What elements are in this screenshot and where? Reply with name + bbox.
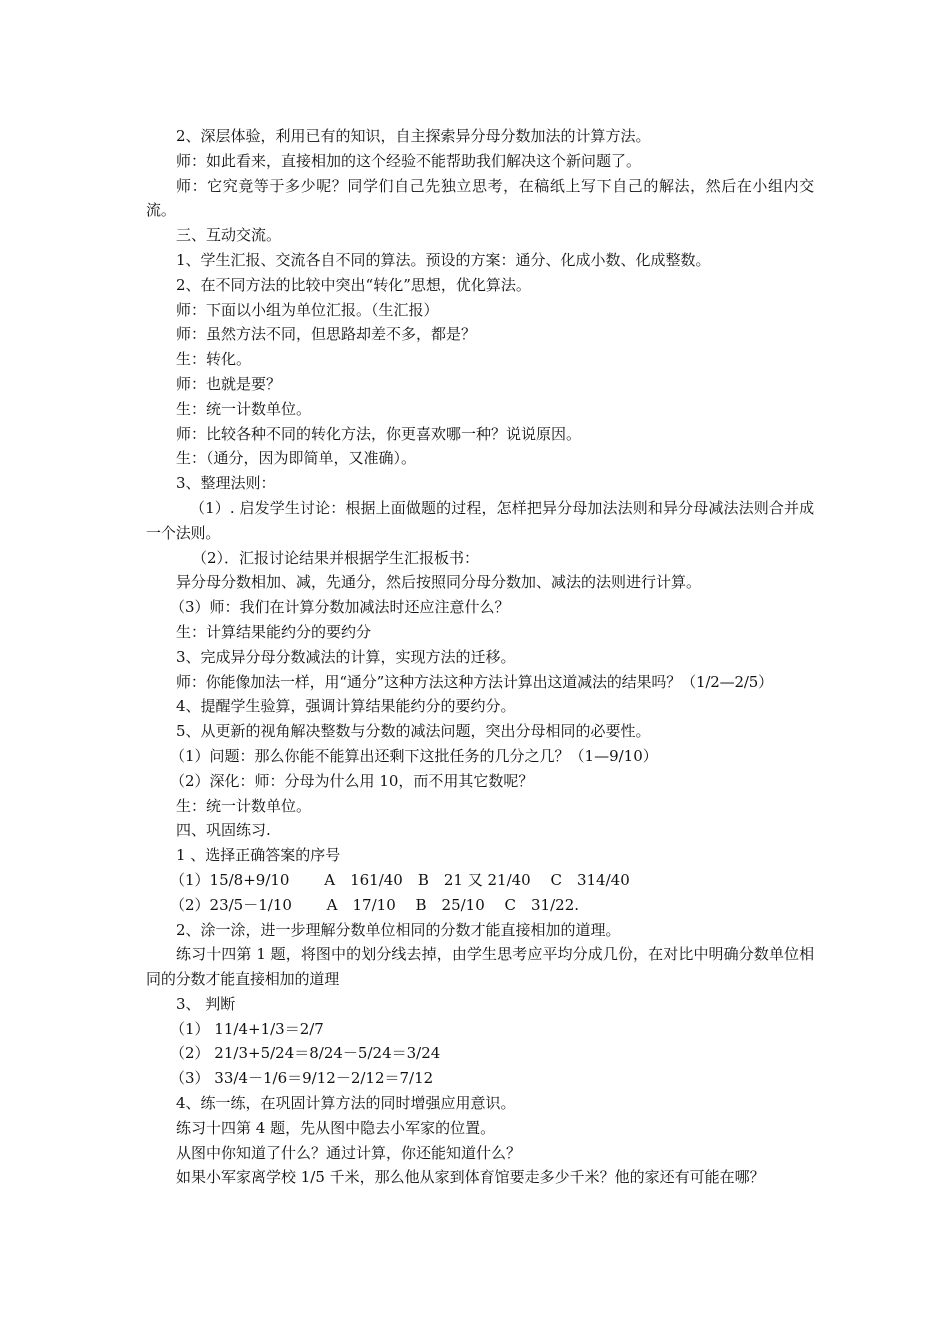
text-line: 师：下面以小组为单位汇报。（生汇报） xyxy=(176,300,439,319)
text-line: 异分母分数相加、减，先通分，然后按照同分母分数加、减法的法则进行计算。 xyxy=(176,573,702,592)
text-line: （2）23/5－1/10 A 17/10 B 25/10 C 31/22. xyxy=(170,895,580,914)
section-heading: 四、巩固练习. xyxy=(176,821,271,840)
text-line: 4、练一练，在巩固计算方法的同时增强应用意识。 xyxy=(176,1094,516,1113)
text-line: 1 、选择正确答案的序号 xyxy=(176,846,341,865)
text-line: （3）师：我们在计算分数加减法时还应注意什么？ xyxy=(170,598,510,617)
text-line: 练习十四第 4 题，先从图中隐去小军家的位置。 xyxy=(176,1118,496,1137)
text-line: 3、完成异分母分数减法的计算，实现方法的迁移。 xyxy=(176,647,516,666)
text-paragraph: 师：你能像加法一样，用“通分”这种方法这种方法计算出这道减法的结果吗？（1/2—2/5） xyxy=(176,672,774,691)
text-line: （2） 21/3+5/24＝8/24－5/24＝3/24 xyxy=(170,1044,441,1063)
text-line: （3） 33/4－1/6＝9/12－2/12＝7/12 xyxy=(170,1069,434,1088)
text-line: 2、涂一涂，进一步理解分数单位相同的分数才能直接相加的道理。 xyxy=(176,920,621,939)
text-line: 生：统一计数单位。 xyxy=(176,796,312,815)
text-line: 2、深层体验，利用已有的知识，自主探索异分母分数加法的计算方法。 xyxy=(176,127,651,145)
text-line: 4、提醒学生验算，强调计算结果能约分的要约分。 xyxy=(176,697,516,716)
section-heading: 三、互动交流。 xyxy=(176,226,282,245)
text-paragraph: （1）. 启发学生讨论：根据上面做题的过程，怎样把异分母加法法则和异分母减法法则合并成一个法则。 xyxy=(146,498,814,542)
text-line: 3、整理法则： xyxy=(176,474,276,493)
text-line: 生：计算结果能约分的要约分 xyxy=(176,622,372,641)
text-line: 生：统一计数单位。 xyxy=(176,399,312,418)
text-line: （1）15/8+9/10 A 161/40 B 21 又 21/40 C 314/40 xyxy=(170,870,630,889)
text-line: 如果小军家离学校 1/5 千米，那么他从家到体育馆要走多少千米？他的家还有可能在哪？ xyxy=(176,1168,765,1187)
text-paragraph: 师：它究竟等于多少呢？同学们自己先独立思考，在稿纸上写下自己的解法，然后在小组内交流。 xyxy=(146,176,814,220)
text-line: 师：虽然方法不同，但思路却差不多，都是？ xyxy=(176,325,477,344)
text-line: 从图中你知道了什么？通过计算，你还能知道什么？ xyxy=(176,1143,522,1162)
document-body xyxy=(146,124,814,1190)
text-line: 1、学生汇报、交流各自不同的算法。预设的方案：通分、化成小数、化成整数。 xyxy=(176,250,711,269)
text-line: 师：也就是要？ xyxy=(176,374,282,393)
text-line: 5、从更新的视角解决整数与分数的减法问题，突出分母相同的必要性。 xyxy=(176,722,651,741)
text-line: 2、在不同方法的比较中突出“转化”思想，优化算法。 xyxy=(176,275,531,294)
text-line: 师：如此看来，直接相加的这个经验不能帮助我们解决这个新问题了。 xyxy=(176,151,642,170)
text-line: （2）．汇报讨论结果并根据学生汇报板书： xyxy=(192,548,480,567)
text-paragraph: 练习十四第 1 题，将图中的划分线去掉，由学生思考应平均分成几份，在对比中明确分数单位相同的分数才能直接相加的道理 xyxy=(146,945,814,989)
text-line: （2）深化：师：分母为什么用 10，而不用其它数呢？ xyxy=(170,771,534,790)
text-line: （1）问题：那么你能不能算出还剩下这批任务的几分之几？（1—9/10） xyxy=(170,746,658,765)
text-line: （1） 11/4+1/3＝2/7 xyxy=(170,1019,324,1038)
text-line: 师：比较各种不同的转化方法，你更喜欢哪一种？说说原因。 xyxy=(176,424,582,443)
text-line: 生：转化。 xyxy=(176,350,252,369)
text-line: 生：（通分，因为即简单，又准确）。 xyxy=(176,449,417,468)
text-line: 3、 判断 xyxy=(176,994,236,1013)
